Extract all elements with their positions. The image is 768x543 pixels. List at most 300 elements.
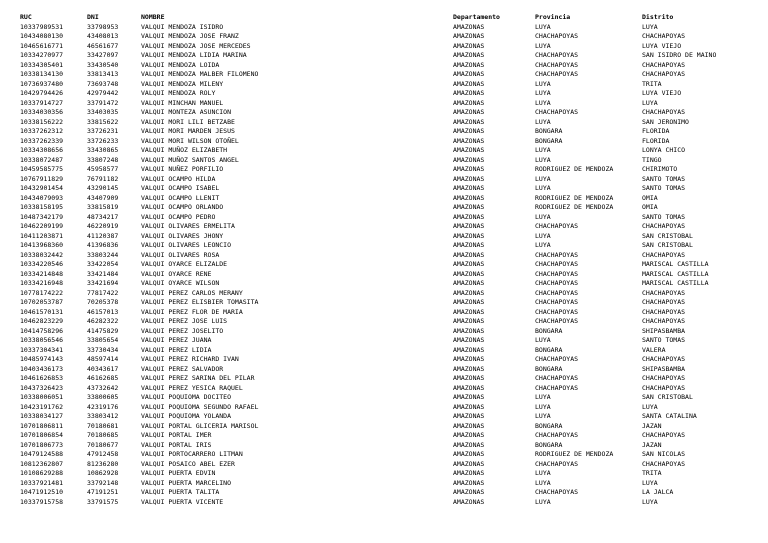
column-header-provincia: Provincia [535, 13, 571, 21]
table-row [0, 146, 768, 156]
cell-dni: 43732642 [87, 383, 119, 392]
cell-distrito: LUYA [642, 497, 658, 506]
cell-ruc: 10334305401 [20, 60, 64, 69]
cell-distrito: JAZAN [642, 421, 662, 430]
cell-dni: 33726233 [87, 136, 119, 145]
cell-provincia: CHACHAPOYAS [535, 60, 579, 69]
cell-ruc: 10434079093 [20, 193, 64, 202]
cell-dni: 33430865 [87, 146, 119, 154]
cell-departamento: AMAZONAS [453, 412, 485, 420]
table-row [0, 336, 768, 346]
cell-departamento: AMAZONAS [453, 51, 485, 59]
cell-dni: 33815819 [87, 203, 119, 211]
cell-departamento: AMAZONAS [453, 212, 485, 221]
cell-departamento: AMAZONAS [453, 22, 485, 31]
cell-nombre: VALQUI OCAMPO LLENIT [141, 193, 220, 202]
cell-departamento: AMAZONAS [453, 60, 485, 69]
cell-ruc: 10334214848 [20, 269, 64, 278]
cell-departamento: AMAZONAS [453, 478, 485, 487]
cell-nombre: VALQUI POQUIOMA DOCITEO [141, 393, 232, 401]
cell-provincia: RODRIGUEZ DE MENDOZA [535, 450, 614, 458]
cell-dni: 43408013 [87, 32, 119, 40]
cell-departamento: AMAZONAS [453, 231, 485, 240]
table-row [0, 374, 768, 384]
table-row [0, 194, 768, 204]
cell-provincia: LUYA [535, 231, 551, 240]
cell-ruc: 10432901454 [20, 184, 64, 192]
cell-departamento: AMAZONAS [453, 364, 485, 373]
cell-provincia: LUYA [535, 336, 551, 344]
cell-distrito: VALERA [642, 345, 666, 354]
cell-ruc: 10334220546 [20, 260, 64, 268]
cell-nombre: VALQUI OYARCE RENE [141, 269, 212, 278]
cell-departamento: AMAZONAS [453, 440, 485, 449]
cell-departamento: AMAZONAS [453, 146, 485, 154]
table-header-row [0, 13, 768, 23]
cell-provincia: LUYA [535, 89, 551, 97]
cell-ruc: 10338158195 [20, 203, 64, 211]
cell-dni: 45958577 [87, 165, 119, 173]
cell-distrito: LUYA VIEJO [642, 89, 682, 97]
cell-nombre: VALQUI POSAICO ABEL EZER [141, 459, 235, 468]
cell-provincia: LUYA [535, 79, 551, 88]
cell-ruc: 10338072487 [20, 155, 64, 164]
cell-provincia: LUYA [535, 412, 551, 420]
cell-distrito: SAN JERONIMO [642, 117, 689, 126]
cell-nombre: VALQUI MORI MARDEN JESUS [141, 127, 235, 135]
cell-departamento: AMAZONAS [453, 79, 485, 88]
table-row [0, 99, 768, 109]
cell-provincia: CHACHAPOYAS [535, 459, 579, 468]
cell-nombre: VALQUI PUERTA MARCELINO [141, 478, 232, 487]
cell-ruc: 10736937480 [20, 79, 64, 88]
cell-distrito: CHIRIMOTO [642, 165, 678, 173]
table-row [0, 232, 768, 242]
cell-dni: 33791575 [87, 497, 119, 506]
table-row [0, 346, 768, 356]
cell-dni: 42979442 [87, 89, 119, 97]
cell-distrito: LUYA [642, 22, 658, 31]
cell-nombre: VALQUI MENDOZA JOSE MERCEDES [141, 41, 251, 50]
cell-ruc: 10338134130 [20, 70, 64, 78]
cell-distrito: CHACHAPOYAS [642, 32, 686, 40]
cell-departamento: AMAZONAS [453, 393, 485, 401]
cell-provincia: LUYA [535, 174, 551, 183]
cell-nombre: VALQUI OCAMPO ORLANDO [141, 203, 224, 211]
table-row [0, 241, 768, 251]
cell-dni: 33430540 [87, 60, 119, 69]
cell-distrito: CHACHAPOYAS [642, 355, 686, 363]
table-row [0, 137, 768, 147]
table-row [0, 308, 768, 318]
cell-ruc: 10459585775 [20, 165, 64, 173]
cell-nombre: VALQUI OLIVARES ROSA [141, 250, 220, 259]
cell-ruc: 10461626853 [20, 374, 64, 382]
cell-distrito: CHACHAPOYAS [642, 383, 686, 392]
cell-distrito: CHACHAPOYAS [642, 459, 686, 468]
table-row [0, 469, 768, 479]
column-header-departamento: Departamento [453, 13, 500, 21]
cell-nombre: VALQUI PEREZ JUANA [141, 336, 212, 344]
cell-provincia: BONGARA [535, 364, 563, 373]
cell-departamento: AMAZONAS [453, 497, 485, 506]
cell-ruc: 10465616771 [20, 41, 64, 50]
cell-ruc: 10485974143 [20, 355, 64, 363]
column-header-ruc: RUC [20, 13, 32, 21]
cell-ruc: 10812362807 [20, 459, 64, 468]
cell-dni: 33421484 [87, 269, 119, 278]
cell-nombre: VALQUI POQUIOMA YOLANDA [141, 412, 232, 420]
cell-provincia: LUYA [535, 393, 551, 401]
cell-ruc: 10701806811 [20, 421, 64, 430]
table-row [0, 213, 768, 223]
cell-nombre: VALQUI MORI WILSON OTOÑEL [141, 136, 239, 145]
cell-nombre: VALQUI PEREZ CARLOS MERANY [141, 288, 243, 297]
cell-distrito: MARISCAL CASTILLA [642, 269, 709, 278]
cell-ruc: 10462823229 [20, 317, 64, 325]
cell-nombre: VALQUI OLIVARES JHONY [141, 231, 224, 240]
cell-departamento: AMAZONAS [453, 459, 485, 468]
cell-departamento: AMAZONAS [453, 260, 485, 268]
cell-distrito: SHIPASBAMBA [642, 326, 686, 335]
cell-departamento: AMAZONAS [453, 374, 485, 382]
cell-nombre: VALQUI OYARCE WILSON [141, 279, 220, 287]
cell-dni: 41396836 [87, 241, 119, 249]
cell-departamento: AMAZONAS [453, 288, 485, 297]
cell-provincia: CHACHAPOYAS [535, 307, 579, 316]
cell-departamento: AMAZONAS [453, 431, 485, 439]
cell-provincia: LUYA [535, 146, 551, 154]
cell-ruc: 10471912510 [20, 488, 64, 496]
table-row [0, 279, 768, 289]
cell-provincia: BONGARA [535, 421, 563, 430]
cell-provincia: LUYA [535, 184, 551, 192]
cell-dni: 46220919 [87, 222, 119, 230]
cell-dni: 70180681 [87, 421, 119, 430]
cell-provincia: LUYA [535, 41, 551, 50]
cell-nombre: VALQUI MENDOZA MALBER FILOMENO [141, 70, 259, 78]
cell-departamento: AMAZONAS [453, 317, 485, 325]
cell-ruc: 10487342179 [20, 212, 64, 221]
cell-departamento: AMAZONAS [453, 89, 485, 97]
cell-distrito: SAN CRISTOBAL [642, 231, 693, 240]
cell-distrito: LONYA CHICO [642, 146, 686, 154]
cell-ruc: 10701806773 [20, 440, 64, 449]
cell-departamento: AMAZONAS [453, 174, 485, 183]
cell-nombre: VALQUI PEREZ ELISBIER TOMASITA [141, 298, 259, 306]
table-row [0, 23, 768, 33]
cell-provincia: LUYA [535, 212, 551, 221]
cell-provincia: CHACHAPOYAS [535, 260, 579, 268]
table-row [0, 441, 768, 451]
cell-provincia: CHACHAPOYAS [535, 279, 579, 287]
cell-dni: 41120387 [87, 231, 119, 240]
cell-ruc: 10479124588 [20, 450, 64, 458]
cell-provincia: CHACHAPOYAS [535, 70, 579, 78]
table-row [0, 32, 768, 42]
cell-dni: 70205378 [87, 298, 119, 306]
cell-dni: 41475829 [87, 326, 119, 335]
cell-nombre: VALQUI MENDOZA LIDIA MARINA [141, 51, 247, 59]
cell-ruc: 10338006051 [20, 393, 64, 401]
cell-provincia: CHACHAPOYAS [535, 269, 579, 278]
cell-provincia: CHACHAPOYAS [535, 488, 579, 496]
cell-ruc: 10414758296 [20, 326, 64, 335]
cell-distrito: CHACHAPOYAS [642, 317, 686, 325]
cell-departamento: AMAZONAS [453, 345, 485, 354]
cell-nombre: VALQUI OCAMPO HILDA [141, 174, 216, 183]
cell-provincia: LUYA [535, 478, 551, 487]
table-row [0, 70, 768, 80]
cell-distrito: MARISCAL CASTILLA [642, 260, 709, 268]
cell-dni: 40343617 [87, 364, 119, 373]
table-row [0, 355, 768, 365]
cell-dni: 10862928 [87, 469, 119, 477]
cell-nombre: VALQUI MUÑOZ SANTOS ANGEL [141, 155, 239, 164]
cell-distrito: CHACHAPOYAS [642, 108, 686, 116]
cell-distrito: CHACHAPOYAS [642, 250, 686, 259]
table-body [0, 23, 768, 508]
cell-dni: 33421694 [87, 279, 119, 287]
cell-departamento: AMAZONAS [453, 127, 485, 135]
cell-nombre: VALQUI PORTAL IMER [141, 431, 212, 439]
cell-distrito: LUYA [642, 402, 658, 411]
cell-provincia: CHACHAPOYAS [535, 250, 579, 259]
table-row [0, 384, 768, 394]
cell-nombre: VALQUI PORTOCARRERO LITMAN [141, 450, 243, 458]
cell-departamento: AMAZONAS [453, 184, 485, 192]
table-row [0, 431, 768, 441]
cell-departamento: AMAZONAS [453, 269, 485, 278]
table-row [0, 298, 768, 308]
cell-dni: 42319176 [87, 402, 119, 411]
cell-departamento: AMAZONAS [453, 108, 485, 116]
cell-nombre: VALQUI PUERTA TALITA [141, 488, 220, 496]
cell-distrito: OMIA [642, 203, 658, 211]
cell-departamento: AMAZONAS [453, 298, 485, 306]
cell-ruc: 10462209199 [20, 222, 64, 230]
table-row [0, 251, 768, 261]
cell-dni: 33803244 [87, 250, 119, 259]
table-row [0, 80, 768, 90]
cell-departamento: AMAZONAS [453, 355, 485, 363]
cell-distrito: FLORIDA [642, 127, 670, 135]
cell-nombre: VALQUI MENDOZA JOSE FRANZ [141, 32, 239, 40]
cell-provincia: LUYA [535, 402, 551, 411]
cell-dni: 73693748 [87, 79, 119, 88]
cell-ruc: 10461570131 [20, 307, 64, 316]
cell-nombre: VALQUI MORI LILI BETZABE [141, 117, 235, 126]
cell-dni: 33792148 [87, 478, 119, 487]
cell-dni: 33791472 [87, 98, 119, 107]
cell-dni: 48597414 [87, 355, 119, 363]
cell-dni: 43290145 [87, 184, 119, 192]
table-row [0, 365, 768, 375]
cell-provincia: LUYA [535, 98, 551, 107]
cell-provincia: RODRIGUEZ DE MENDOZA [535, 203, 614, 211]
column-header-distrito: Distrito [642, 13, 674, 21]
cell-nombre: VALQUI PEREZ SALVADOR [141, 364, 224, 373]
cell-nombre: VALQUI PEREZ LIDIA [141, 345, 212, 354]
cell-dni: 33730434 [87, 345, 119, 354]
table-row [0, 127, 768, 137]
cell-dni: 33813413 [87, 70, 119, 78]
table-row [0, 460, 768, 470]
cell-dni: 46162685 [87, 374, 119, 382]
cell-ruc: 10338156222 [20, 117, 64, 126]
cell-ruc: 10778174222 [20, 288, 64, 297]
cell-distrito: TRITA [642, 79, 662, 88]
cell-distrito: CHACHAPOYAS [642, 70, 686, 78]
cell-ruc: 10108629288 [20, 469, 64, 477]
cell-ruc: 10337262339 [20, 136, 64, 145]
cell-departamento: AMAZONAS [453, 250, 485, 259]
cell-provincia: LUYA [535, 241, 551, 249]
table-row [0, 108, 768, 118]
cell-departamento: AMAZONAS [453, 165, 485, 173]
table-row [0, 450, 768, 460]
cell-provincia: CHACHAPOYAS [535, 374, 579, 382]
cell-departamento: AMAZONAS [453, 117, 485, 126]
cell-provincia: RODRIGUEZ DE MENDOZA [535, 193, 614, 202]
cell-dni: 33422054 [87, 260, 119, 268]
table-row [0, 488, 768, 498]
cell-departamento: AMAZONAS [453, 41, 485, 50]
cell-dni: 70180677 [87, 440, 119, 449]
cell-nombre: VALQUI PEREZ FLOR DE MARIA [141, 307, 243, 316]
cell-dni: 33427097 [87, 51, 119, 59]
table-row [0, 184, 768, 194]
cell-provincia: LUYA [535, 469, 551, 477]
cell-dni: 33803412 [87, 412, 119, 420]
cell-departamento: AMAZONAS [453, 383, 485, 392]
cell-distrito: CHACHAPOYAS [642, 288, 686, 297]
cell-departamento: AMAZONAS [453, 307, 485, 316]
cell-nombre: VALQUI OLIVARES LEONCIO [141, 241, 232, 249]
cell-provincia: BONGARA [535, 345, 563, 354]
table-row [0, 403, 768, 413]
cell-ruc: 10338032442 [20, 250, 64, 259]
cell-distrito: TINGO [642, 155, 662, 164]
cell-ruc: 10334308656 [20, 146, 64, 154]
cell-distrito: CHACHAPOYAS [642, 298, 686, 306]
cell-distrito: SANTO TOMAS [642, 212, 686, 221]
cell-dni: 33805654 [87, 336, 119, 344]
cell-ruc: 10411203871 [20, 231, 64, 240]
cell-provincia: BONGARA [535, 127, 563, 135]
cell-departamento: AMAZONAS [453, 222, 485, 230]
cell-nombre: VALQUI OYARCE ELIZALDE [141, 260, 228, 268]
cell-departamento: AMAZONAS [453, 421, 485, 430]
table-row [0, 412, 768, 422]
cell-ruc: 10337921481 [20, 478, 64, 487]
cell-distrito: LA JALCA [642, 488, 674, 496]
cell-distrito: CHACHAPOYAS [642, 222, 686, 230]
cell-provincia: CHACHAPOYAS [535, 431, 579, 439]
cell-provincia: CHACHAPOYAS [535, 108, 579, 116]
cell-dni: 70180685 [87, 431, 119, 439]
table-row [0, 479, 768, 489]
table-row [0, 156, 768, 166]
table-row [0, 260, 768, 270]
table-row [0, 422, 768, 432]
cell-dni: 76791182 [87, 174, 119, 183]
cell-nombre: VALQUI MENDOZA ROLY [141, 89, 216, 97]
cell-departamento: AMAZONAS [453, 136, 485, 145]
column-header-dni: DNI [87, 13, 99, 21]
cell-ruc: 10337914727 [20, 98, 64, 107]
cell-distrito: LUYA [642, 478, 658, 487]
table-row [0, 51, 768, 61]
cell-ruc: 10434080130 [20, 32, 64, 40]
cell-dni: 46561677 [87, 41, 119, 50]
cell-departamento: AMAZONAS [453, 193, 485, 202]
cell-ruc: 10338034127 [20, 412, 64, 420]
table-row [0, 393, 768, 403]
cell-departamento: AMAZONAS [453, 402, 485, 411]
cell-departamento: AMAZONAS [453, 469, 485, 477]
cell-distrito: SHIPASBAMBA [642, 364, 686, 373]
table-row [0, 89, 768, 99]
cell-nombre: VALQUI PORTAL GLICERIA MARISOL [141, 421, 259, 430]
cell-ruc: 10334216948 [20, 279, 64, 287]
cell-distrito: SAN CRISTOBAL [642, 241, 693, 249]
cell-dni: 33815622 [87, 117, 119, 126]
cell-nombre: VALQUI PEREZ YESICA RAQUEL [141, 383, 243, 392]
cell-nombre: VALQUI MENDOZA MILENY [141, 79, 224, 88]
cell-ruc: 10337989531 [20, 22, 64, 31]
cell-distrito: SANTO TOMAS [642, 174, 686, 183]
cell-distrito: LUYA [642, 98, 658, 107]
cell-provincia: CHACHAPOYAS [535, 32, 579, 40]
cell-provincia: BONGARA [535, 440, 563, 449]
table-row [0, 498, 768, 508]
cell-departamento: AMAZONAS [453, 488, 485, 496]
cell-provincia: LUYA [535, 117, 551, 126]
cell-departamento: AMAZONAS [453, 336, 485, 344]
cell-ruc: 10338056546 [20, 336, 64, 344]
cell-departamento: AMAZONAS [453, 70, 485, 78]
cell-distrito: SANTO TOMAS [642, 336, 686, 344]
cell-distrito: SANTO TOMAS [642, 184, 686, 192]
cell-ruc: 10437326423 [20, 383, 64, 392]
cell-departamento: AMAZONAS [453, 241, 485, 249]
cell-dni: 46157013 [87, 307, 119, 316]
cell-distrito: SAN CRISTOBAL [642, 393, 693, 401]
cell-distrito: OMIA [642, 193, 658, 202]
cell-distrito: SANTA CATALINA [642, 412, 697, 420]
table-row [0, 222, 768, 232]
cell-departamento: AMAZONAS [453, 98, 485, 107]
cell-dni: 47191251 [87, 488, 119, 496]
cell-nombre: VALQUI PEREZ JOSE LUIS [141, 317, 228, 325]
cell-ruc: 10429794426 [20, 89, 64, 97]
cell-distrito: LUYA VIEJO [642, 41, 682, 50]
column-header-nombre: NOMBRE [141, 13, 165, 21]
cell-provincia: CHACHAPOYAS [535, 51, 579, 59]
table-row [0, 327, 768, 337]
cell-nombre: VALQUI PUERTA EDVIN [141, 469, 216, 477]
cell-distrito: CHACHAPOYAS [642, 431, 686, 439]
table-row [0, 270, 768, 280]
cell-dni: 33798953 [87, 22, 119, 31]
cell-ruc: 10337262312 [20, 127, 64, 135]
cell-provincia: CHACHAPOYAS [535, 288, 579, 297]
cell-provincia: CHACHAPOYAS [535, 317, 579, 325]
cell-ruc: 10702053787 [20, 298, 64, 306]
cell-distrito: TRITA [642, 469, 662, 477]
cell-nombre: VALQUI PEREZ RICHARD IVAN [141, 355, 239, 363]
